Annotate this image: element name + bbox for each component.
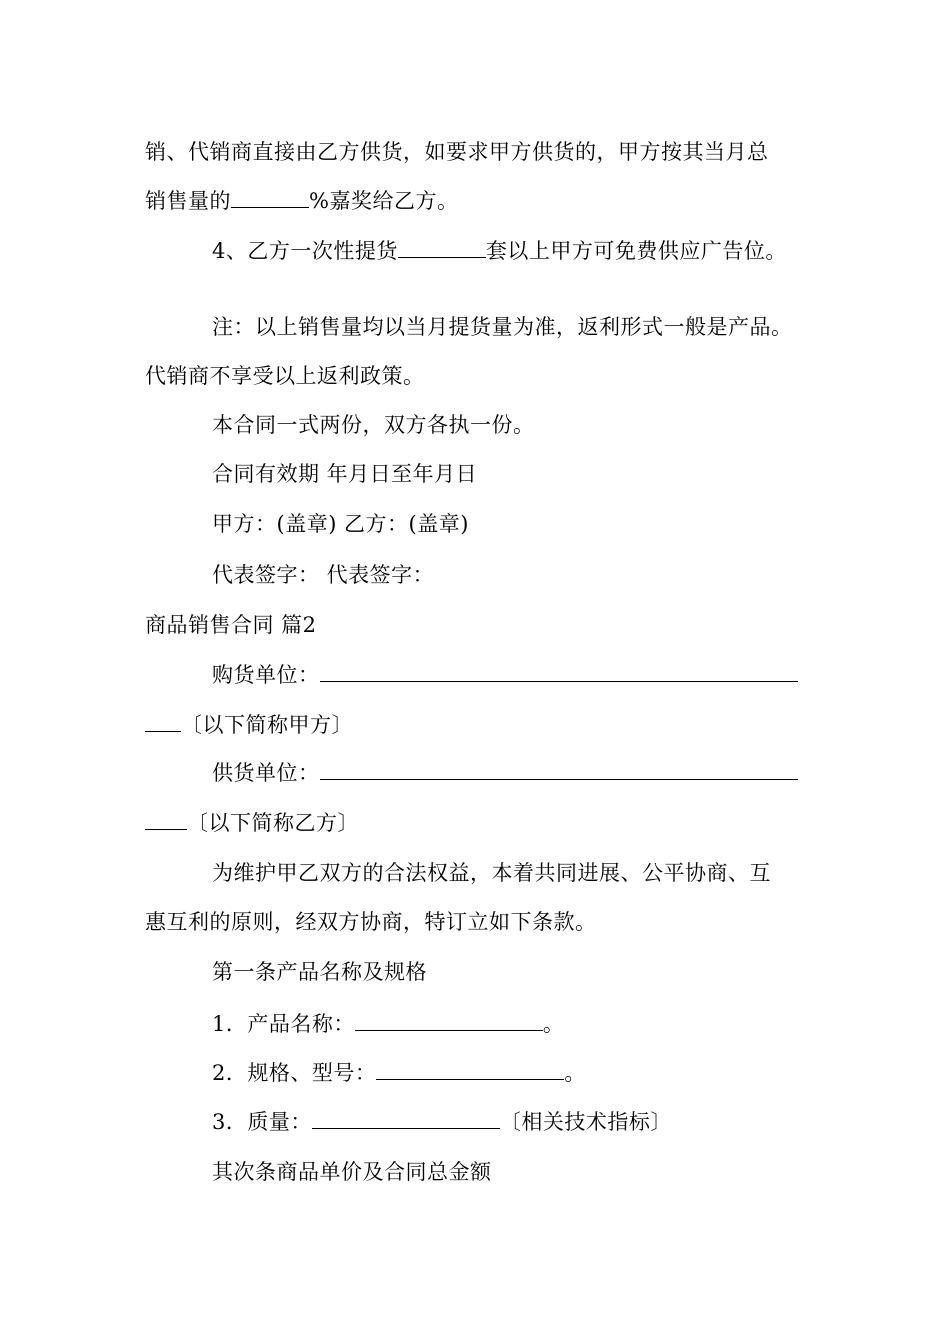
text-fragment: 4、乙方一次性提货 [212,239,398,263]
paragraph-line: 本合同一式两份，双方各执一份。 [212,413,535,437]
paragraph-line: 为维护甲乙双方的合法权益，本着共同进展、公平协商、互 [212,861,771,885]
text-fragment: 。 [564,1061,586,1085]
paragraph-line [212,237,787,265]
text-fragment: 2．规格、型号： [212,1061,377,1085]
text-fragment: 套以上甲方可免费供应广告位。 [485,239,787,263]
fill-blank [376,1061,564,1080]
fill-blank [145,713,181,732]
paragraph-line [212,1010,564,1038]
fill-blank [231,189,309,208]
paragraph-line [145,711,353,739]
text-fragment: 销售量的 [145,189,231,213]
text-fragment: 〔以下简称甲方〕 [181,713,353,737]
text-fragment: 1．产品名称： [212,1012,355,1036]
paragraph-line: 合同有效期 年月日至年月日 [212,462,478,486]
fill-blank [145,811,187,830]
text-fragment: 供货单位： [212,761,320,785]
paragraph-line [212,1059,586,1087]
text-fragment: 3．质量： [212,1110,312,1134]
paragraph-line [212,661,798,689]
paragraph-line [145,187,458,215]
signature-party-line: 甲方：(盖章) 乙方：(盖章) [212,512,469,536]
paragraph-line: 销、代销商直接由乙方供货，如要求甲方供货的，甲方按其当月总 [145,140,769,164]
article-heading: 第一条产品名称及规格 [212,960,427,984]
fill-blank [320,663,798,682]
paragraph-line: 惠互利的原则，经双方协商，特订立如下条款。 [145,910,597,934]
fill-blank [355,1012,543,1031]
paragraph-line [145,809,359,837]
fill-blank [312,1110,500,1129]
text-fragment: 〔相关技术指标〕 [499,1110,672,1134]
fill-blank [320,761,798,780]
signature-representative-line: 代表签字： 代表签字： [212,563,435,587]
paragraph-line [212,759,798,787]
text-fragment: 〔以下简称乙方〕 [187,811,359,835]
fill-blank [398,239,486,258]
paragraph-line [212,1108,672,1136]
text-fragment: 。 [542,1012,565,1036]
section-heading: 商品销售合同 篇2 [145,613,317,637]
article-heading: 其次条商品单价及合同总金额 [212,1160,492,1184]
text-fragment: %嘉奖给乙方。 [309,189,459,213]
text-fragment: 购货单位： [212,663,320,687]
note-line: 注：以上销售量均以当月提货量为准，返利形式一般是产品。 [212,315,793,339]
paragraph-line: 代销商不享受以上返利政策。 [145,364,425,388]
